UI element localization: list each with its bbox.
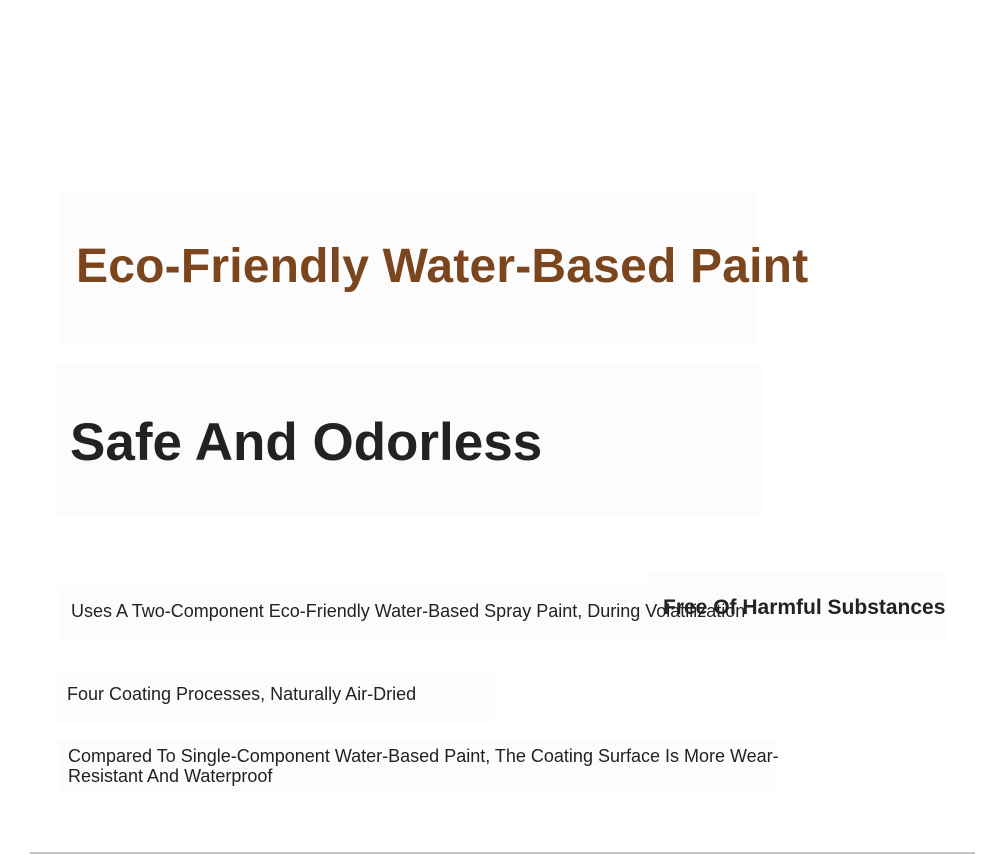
feature-air-dried-text: Four Coating Processes, Naturally Air-Dried [67, 684, 417, 704]
page-subtitle: Safe And Odorless [70, 413, 543, 472]
page-title: Eco-Friendly Water-Based Paint [76, 240, 809, 293]
bottom-divider [30, 852, 975, 854]
feature-two-component-text: Uses A Two-Component Eco-Friendly Water-Based Spray Paint, During Volatilization [71, 601, 746, 621]
feature-wear-resistant-text: Compared To Single-Component Water-Based Paint, The Coating Surface Is More Wear-Resistant And Waterproof [68, 746, 779, 786]
feature-harmful-substances-text: Free Of Harmful Substances [663, 596, 946, 619]
